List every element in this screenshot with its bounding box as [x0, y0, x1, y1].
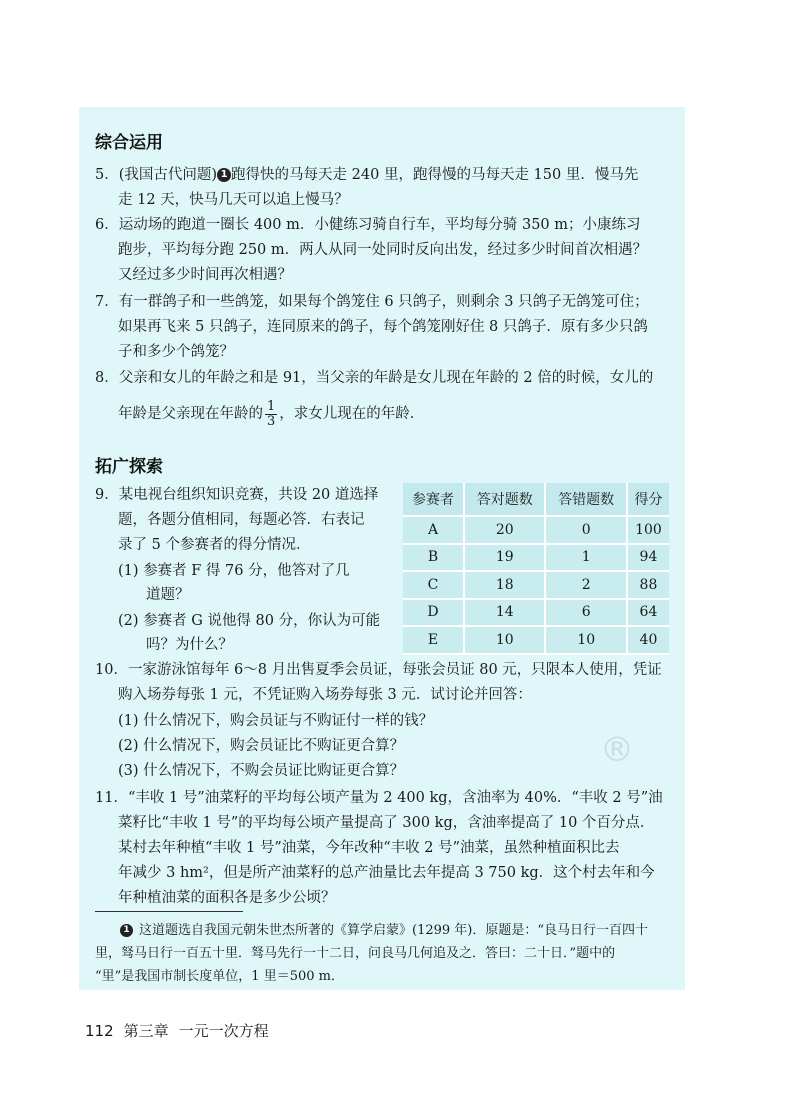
column-header: 得分 [627, 483, 669, 516]
question-11-line-1: 11．“丰收 1 号”油菜籽的平均每公顷产量为 2 400 kg，含油率为 40%．“丰收 2 号”油 [95, 790, 663, 806]
question-9-part-2-cont: 吗？为什么？ [146, 637, 233, 653]
table-row [403, 571, 669, 599]
table-cell: D [403, 599, 464, 627]
question-5-line-1: 5．(我国古代问题) 1 跑得快的马每天走 240 里，跑得慢的马每天走 150 里．慢马先 [95, 167, 639, 183]
column-header: 答错题数 [545, 483, 626, 516]
question-10-line-1: 10．一家游泳馆每年 6～8 月出售夏季会员证，每张会员证 80 元，只限本人使用，凭证 [95, 662, 662, 678]
question-7-line-3: 子和多少个鸽笼？ [118, 344, 234, 360]
table-cell: 19 [464, 544, 545, 572]
section-title-comprehensive: 综合运用 [95, 133, 163, 153]
question-6-line-3: 又经过多少时间再次相遇？ [118, 267, 292, 283]
question-11-line-5: 年种植油菜的面积各是多少公顷？ [118, 890, 336, 906]
table-cell: 18 [464, 571, 545, 599]
page-footer [85, 1020, 279, 1041]
table-cell: E [403, 626, 464, 654]
question-8-line-2: 年龄是父亲现在年龄的 $\frac{1}{3}$ ，求女儿现在的年龄． [118, 398, 425, 429]
table-header-row [403, 483, 669, 516]
footnote-line-2: 里，驽马日行一百五十里．驽马先行一十二日，问良马几何追及之．答曰：二十日．”题中的 [95, 946, 616, 961]
question-9-line-3: 录了 5 个参赛者的得分情况． [118, 537, 311, 553]
question-10-part-1: (1) 什么情况下，购会员证与不购证付一样的钱？ [118, 713, 434, 729]
registered-watermark: ® [600, 730, 634, 770]
score-table [403, 483, 669, 655]
table-row [403, 544, 669, 572]
table-cell: 6 [545, 599, 626, 627]
section-title-explore: 拓广探索 [95, 457, 163, 477]
footnote-marker-icon: 1 [120, 924, 133, 937]
table-cell: 1 [545, 544, 626, 572]
question-11-line-3: 某村去年种植“丰收 1 号”油菜，今年改种“丰收 2 号”油菜，虽然种植面积比去 [118, 840, 620, 856]
question-5-line-2: 走 12 天，快马几天可以追上慢马？ [118, 192, 349, 208]
table-cell: 2 [545, 571, 626, 599]
table-cell: 88 [627, 571, 669, 599]
question-9-part-2: (2) 参赛者 G 说他得 80 分，你认为可能 [118, 613, 381, 629]
fraction-one-third: $\frac{1}{3}$ [267, 398, 276, 429]
table-cell: 64 [627, 599, 669, 627]
table-cell: 40 [627, 626, 669, 654]
table-cell: 20 [464, 516, 545, 544]
page-number: 112 [85, 1022, 114, 1040]
table-cell: A [403, 516, 464, 544]
table-cell: 10 [464, 626, 545, 654]
column-header: 答对题数 [464, 483, 545, 516]
question-7-line-2: 如果再飞来 5 只鸽子，连同原来的鸽子，每个鸽笼刚好住 8 只鸽子．原有多少只鸽 [118, 319, 648, 335]
footnote-line-1: 1 这道题选自我国元朝朱世杰所著的《算学启蒙》(1299 年)．原题是：“良马日行一百四十 [120, 922, 648, 940]
table-cell: B [403, 544, 464, 572]
question-6-line-2: 跑步，平均每分跑 250 m．两人从同一处同时反向出发，经过多少时间首次相遇？ [118, 242, 648, 258]
question-8-line-1: 8．父亲和女儿的年龄之和是 91，当父亲的年龄是女儿现在年龄的 2 倍的时候，女儿的 [95, 370, 654, 386]
question-10-part-3: (3) 什么情况下，不购会员证比购证更合算？ [118, 763, 405, 779]
footnote-line-3: “里”是我国市制长度单位，1 里＝500 m． [95, 969, 344, 984]
question-6-line-1: 6．运动场的跑道一圈长 400 m．小健练习骑自行车，平均每分骑 350 m；小康练习 [95, 217, 641, 233]
footnote-marker-icon: 1 [217, 168, 231, 182]
table-cell: C [403, 571, 464, 599]
question-9-line-2: 题，各题分值相同，每题必答．右表记 [118, 512, 365, 528]
question-9-part-1-cont: 道题？ [146, 587, 190, 603]
question-10-line-2: 购入场券每张 1 元，不凭证购入场券每张 3 元．试讨论并回答： [118, 687, 532, 703]
footnote-divider [95, 911, 243, 912]
chapter-label: 第三章 [123, 1022, 169, 1040]
question-9-part-1: (1) 参赛者 F 得 76 分，他答对了几 [118, 563, 350, 579]
table-row [403, 626, 669, 654]
table-row [403, 516, 669, 544]
question-9-line-1: 9．某电视台组织知识竞赛，共设 20 道选择 [95, 487, 379, 503]
question-10-part-2: (2) 什么情况下，购会员证比不购证更合算？ [118, 738, 405, 754]
table-row [403, 599, 669, 627]
table-cell: 94 [627, 544, 669, 572]
column-header: 参赛者 [403, 483, 464, 516]
table-cell: 10 [545, 626, 626, 654]
question-11-line-4: 年减少 3 hm²，但是所产油菜籽的总产油量比去年提高 3 750 kg．这个村去年和今 [118, 865, 655, 881]
table-cell: 14 [464, 599, 545, 627]
table-cell: 0 [545, 516, 626, 544]
chapter-title: 一元一次方程 [178, 1022, 269, 1040]
question-11-line-2: 菜籽比“丰收 1 号”的平均每公顷产量提高了 300 kg，含油率提高了 10 个百分点． [118, 815, 655, 831]
table-cell: 100 [627, 516, 669, 544]
question-7-line-1: 7．有一群鸽子和一些鸽笼，如果每个鸽笼住 6 只鸽子，则剩余 3 只鸽子无鸽笼可住； [95, 294, 649, 310]
